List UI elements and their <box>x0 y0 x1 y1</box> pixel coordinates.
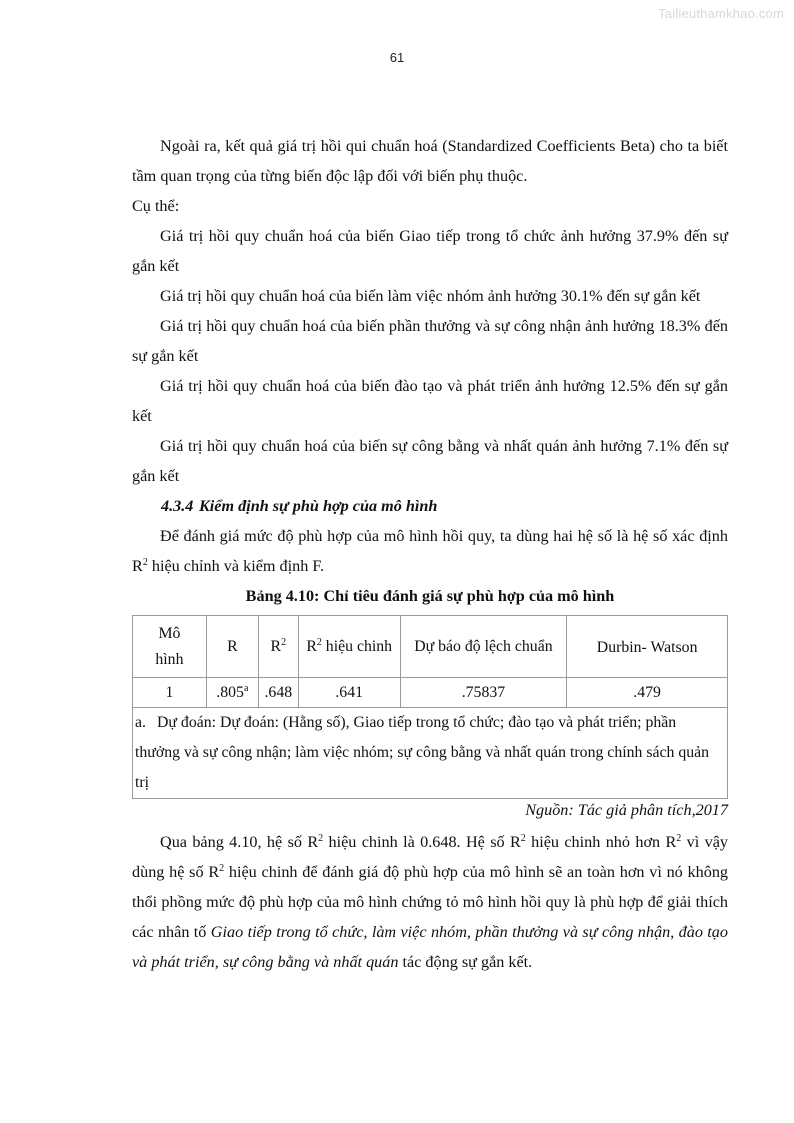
conclusion-paragraph <box>132 827 728 977</box>
conclusion-text-5: hiệu chinh để đánh giá độ phù hợp của mô hình sẽ an toàn hơn vì nó không thổi phồng mức độ phù hợp của mô hình chứng tỏ mô hình hồi quy là phù hợp để giải thích các nhân tố <box>132 863 729 941</box>
conclusion-text-6: tác động sự gắn kết. <box>398 953 533 971</box>
cell-r-sup: a <box>243 682 249 694</box>
superscript: 2 <box>219 863 225 874</box>
section-title: Kiểm định sự phù hợp của mô hình <box>199 497 438 515</box>
cell-r-value: .805 <box>216 683 244 701</box>
cell-r2: .648 <box>258 678 298 708</box>
cell-durbin-watson: .479 <box>567 678 728 708</box>
conclusion-text-1: Qua bảng 4.10, hệ số R <box>160 833 319 851</box>
header-model-line1: Mô <box>158 624 181 642</box>
superscript: 2 <box>142 557 148 568</box>
section-number: 4.3.4 <box>161 497 194 515</box>
watermark: Tailieuthamkhao.com <box>658 6 784 21</box>
superscript: 2 <box>318 833 324 844</box>
section-text-1: Để đánh giá mức độ phù hợp của mô hình hồi quy, ta dùng hai hệ số là hệ số xác định R <box>132 527 728 575</box>
table-note <box>133 708 728 799</box>
beta-item-5: Giá trị hồi quy chuẩn hoá của biến sự công bằng và nhất quán ảnh hưởng 7.1% đến sự gắn kết <box>132 437 728 485</box>
cell-r <box>206 678 258 708</box>
header-adj-r2 <box>298 616 400 678</box>
cell-adj-r2: .641 <box>298 678 400 708</box>
conclusion-text-2: hiệu chinh là 0.648. Hệ số R <box>323 833 521 851</box>
note-text: Dự đoán: Dự đoán: (Hằng số), Giao tiếp trong tổ chức; đào tạo và phát triển; phần thưởng và sự công nhận; làm việc nhóm; sự công bằng và nhất quán trong chính sách quản trị <box>135 714 710 791</box>
note-label: a. <box>135 714 146 731</box>
cell-std-err: .75837 <box>400 678 567 708</box>
section-paragraph <box>132 521 728 581</box>
beta-item-1: Giá trị hồi quy chuẩn hoá của biến Giao tiếp trong tổ chức ảnh hưởng 37.9% đến sự gắn kết <box>132 227 728 275</box>
intro-paragraph: Ngoài ra, kết quả giá trị hồi qui chuẩn hoá (Standardized Coefficients Beta) cho ta biết tầm quan trọng của từng biến độc lập đối với biến phụ thuộc. <box>132 137 728 185</box>
superscript: 2 <box>520 833 526 844</box>
header-r2-sup: 2 <box>281 636 287 648</box>
table-caption: Bảng 4.10: Chỉ tiêu đánh giá sự phù hợp của mô hình <box>245 587 615 605</box>
beta-item-3: Giá trị hồi quy chuẩn hoá của biến phần thưởng và sự công nhận ảnh hưởng 18.3% đến sự gắn kết <box>132 317 728 365</box>
header-r: R <box>206 616 258 678</box>
page-number: 61 <box>389 50 405 65</box>
beta-item-2: Giá trị hồi quy chuẩn hoá của biến làm việc nhóm ảnh hưởng 30.1% đến sự gắn kết <box>160 287 701 305</box>
model-fit-table <box>132 615 728 799</box>
header-r2 <box>258 616 298 678</box>
conclusion-text-4: vì vậy dùng hệ số R <box>132 833 728 881</box>
section-heading <box>132 491 728 521</box>
table-header-row <box>133 616 728 678</box>
header-adj-rest: hiệu chinh <box>321 637 393 655</box>
section-text-2: hiệu chỉnh và kiểm định F. <box>147 557 325 575</box>
conclusion-italic-factors: Giao tiếp trong tổ chức, làm việc nhóm, phần thưởng và sự công nhận, đào tạo và phát triển, sự công bằng và nhất quán <box>132 923 728 971</box>
header-model <box>133 616 207 678</box>
header-adj-sup: 2 <box>316 636 322 648</box>
beta-item-4: Giá trị hồi quy chuẩn hoá của biến đào tạo và phát triển ảnh hưởng 12.5% đến sự gắn kết <box>132 377 728 425</box>
header-adj-base: R <box>306 637 317 655</box>
table-note-row <box>133 708 728 799</box>
header-durbin-watson: Durbin- Watson <box>567 616 728 678</box>
header-std-err: Dự báo độ lệch chuẩn <box>400 616 567 678</box>
header-model-line2: hình <box>155 650 184 668</box>
page-content <box>132 131 728 977</box>
table-source: Nguồn: Tác giả phân tích,2017 <box>525 801 728 819</box>
conclusion-text-3: hiệu chinh nhỏ hơn R <box>525 833 677 851</box>
table-row <box>133 678 728 708</box>
cu-the-label: Cụ thể: <box>132 197 180 215</box>
superscript: 2 <box>676 833 682 844</box>
cell-model: 1 <box>133 678 207 708</box>
header-r2-base: R <box>270 637 282 655</box>
